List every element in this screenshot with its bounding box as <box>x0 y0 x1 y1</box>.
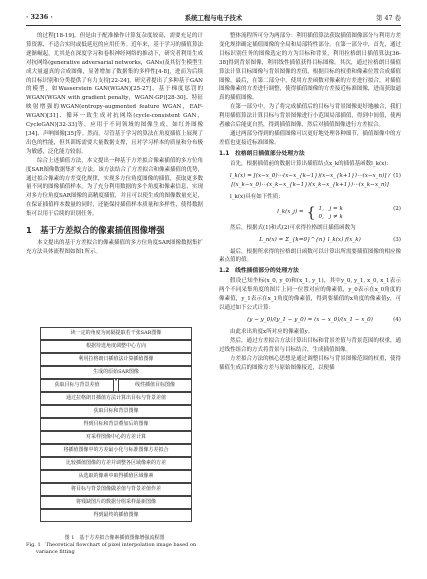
subsection-heading: 1.1 拉格朗日插值部分处理方法 <box>219 150 305 157</box>
equation-number: (2) <box>393 205 401 212</box>
flowchart-step: 将目标与背景图像做差值与背景差值作差 <box>40 483 192 496</box>
volume-label: 第 47 卷 <box>376 14 401 22</box>
flowchart-step: 线性插值目标图像 <box>118 379 192 392</box>
paragraph: l_k(x)具有如下性质： <box>230 193 284 200</box>
equation-number: (1) <box>393 172 401 179</box>
paragraph: 整体流程所可分为两部分：利用插值算法获取插值图像部分与利用方差变化规律确定插值图像的全局和局部特性部分。在第一部分中，首先，通过目标识别任务的图像选定的方为目标和背景，利用拉格朗日插值算法[36-38]得到背景图像，利用线性插值获得目标图像。其次，通过拉格朗日插值算法计算目标图像与背景图像的差值，根据目标的权重和像素位置合成插值图像。最后，在第二部分中，使用方差函数对像素的方差进行拟合，对插值图像像素的方差进行调整，使得插值图像的方差接近标准图像，进而获取逼真的插值图像。 <box>219 33 401 102</box>
journal-title: 系统工程与电子技术 <box>184 14 243 22</box>
equation-number: (3) <box>393 236 401 243</box>
paragraph: 然后，通过方差拟合方法计算出目标和背景差值与背景范围的权重，通过线性组合的方式将背景与目标结合，生成插值图像。 <box>219 337 401 353</box>
equation-2 <box>219 205 401 221</box>
flowchart-step: 读一定的角度为间隔提取若干张SAR图像 <box>40 327 192 340</box>
paragraph: 通过两部分得到的插值图像可以更好地处理各种细节，插值图像中的方差值也更接近标准图像。 <box>219 130 401 146</box>
left-column <box>26 32 203 257</box>
flowchart-figure <box>26 327 203 531</box>
paragraph: 方差拟合方法的核心思想是通过调整目标与背景图像范围的权重，使得插值生成后的图像方差与原始图像接近，以便插 <box>219 355 401 371</box>
paragraph: 首先，根据插值前的数据计算出插值结点x_k的插值基函数l_k(x)： <box>230 160 392 167</box>
paragraph: 然后，根据式(1)和式(2)可求得拉格朗日插值函数为 <box>230 224 356 231</box>
flowchart-step: 将插值图像中的方差最小化与标准图像方差拟合 <box>40 444 192 457</box>
brace-glyph: { <box>306 204 316 221</box>
section-heading: 1 基于方差拟合的像素插值图像增强 <box>26 225 165 236</box>
paragraph: 本文提出的基于方差拟合的像素插值的多方位角度SAR图像数据集扩充方法具体流程图如图1所示。 <box>26 240 203 255</box>
flowchart-step: 比较插值图像的方差并调整各区域像素的方差 <box>40 457 192 470</box>
equation-4 <box>219 316 401 325</box>
figure-caption-cn: 图 1 基于方差拟合像素插值图像增强流程图 <box>64 535 165 541</box>
equation-body: (y − y_0)/(y_1 − y_0) = (x − x_0)/(x_1 − x_0) <box>247 316 373 323</box>
flowchart-step: 通过拉格朗日插值方法计算出目标与背景差值 <box>40 392 192 405</box>
paragraph: 最后，根据所求得的拉格朗日函数可以计算出所需要插值图像的相应像素点值的值。 <box>219 248 401 264</box>
flowchart-step: 利用拉格朗日插值法计算插值图像 <box>40 353 192 366</box>
equation-1 <box>219 172 401 190</box>
paragraph: 在第一部分中，为了将完成插值后的目标与背景图像更好地融合，我们利用插值算法计算目标与背景图像进行小范围局部插值，得到中间值，使两者融合后能更自然，得到插值图像，然后对插值图像进行方差拟合。 <box>219 104 401 129</box>
paragraph: 综合上述插值方法，本文提出一种基于方差拟合像素插值的多方位角度SAR图像数据集扩充方法。该方法结合了方差拟合和像素插值的优势，通过拟合像素的方差变化规律，实现多方位角度图像的插值，获取更多数量不同的图像插值样本。为了充分利用数据的多个角度和像素信息，实现对多方位角度SAR图像的高精度插值，并且可以使生成的图像数量充足，在保证插值样本数量的同时，还能保持插值样本质量和多样性，使得数据集可以用于后续的识别任务。 <box>26 157 203 218</box>
equation-number: (4) <box>393 316 401 323</box>
equation-body: l_k(x) = [(x−x_0)⋯(x−x_{k−1})(x−x_{k+1})⋯(x−x_n)] / [(x_k−x_0)⋯(x_k−x_{k−1})(x_k−x_{k+1})⋯(x_k−x_n)] <box>229 172 391 188</box>
flowchart-step: 获取目标与背景差值 <box>40 379 114 392</box>
right-column <box>219 32 401 372</box>
figure-caption-en: Fig. 1 Theoretical flowchart of pixel interpolation image based on variance fitting <box>26 542 197 555</box>
equation-body: L_n(x) = Σ_{k=0}^{n} l_k(x) f(x_k) <box>259 236 361 243</box>
flowchart-step: 得到最终的插值图像 <box>40 509 192 522</box>
flowchart-step: 将残缺图片的数据分组采样最新图像 <box>40 496 192 509</box>
page-number: · 3236 · <box>26 13 53 21</box>
flowchart-step: 根据待选角度调整中心方向 <box>40 340 192 353</box>
flowchart-step: 生成的原始SAR图像 <box>40 366 192 379</box>
flowchart-step: 获取目标和背景图像 <box>40 405 192 418</box>
flowchart-arrow <box>115 378 116 380</box>
figure-caption <box>26 535 203 556</box>
paragraph: 假设已知坐标(x_0, y_0)和(x_1, y_1)，其中y_0, y_1, x_0, x_1表示两个不同采集角度的图片上同一位置对应的像素值，y_0表示在x_0角度的像素值，y_1表示在x_1角度的像素值，得到要插值的x角度的像素值y，可以通过如下公式计算： <box>219 278 401 312</box>
running-header <box>26 13 401 25</box>
paragraph: 由此求出角度x所对应的像素值y。 <box>230 328 314 335</box>
flowchart-step: 对采样图像中心的方差计算 <box>40 431 192 444</box>
paragraph: 的过程[18-19]，但是由于配准操作计算复杂度较高，需要充足的计算资源，不适合实时或低延迟的应用任务。近年来，基于学习的插值算法逐渐崛起，尤其是在深度学习和卷积神经网络的推动下，研究者利用生成对抗网络(generative adversarial networks，GANs)及其衍生模型生成大量逼真的合成图像，显著增加了数据集的多样性[4-8]，进而为后续的目标识别和分类提供了有力支持[22-24]。研究者提出了多种基于GAN的模型，如Wasserstein GAN(WGAN)[25-27]、基于梯度惩罚的WGAN(WGAN with gradient penalty，WGAN-GP)[28-30]、特征映射增强的WGAN(entropy-augmented feature WGAN，EAF-WGAN)[31]、循环一致生成对抗网络(cycle-consistent GAN，CycleGAN)[32-33]等，应用于不同领域的图像生成，如红外图像[34]、声呐图像[35]等。然而，尽管基于学习的算法在角度插值上展现了出色的性能，但其训练需要大量数据支撑，且对学习样本的质量和分布极为敏感，泛化能力较弱。 <box>26 33 203 155</box>
flowchart-step: 从选取的像素中取得插值区域像素 <box>40 470 192 483</box>
equation-lhs: l_k(x_j) = <box>277 209 304 216</box>
flowchart-step: 得到目标和背景叠加后的图像 <box>40 418 192 431</box>
equation-3 <box>219 236 401 245</box>
equation-case: 0, j ≠ k <box>318 213 343 220</box>
header-rule <box>26 25 401 26</box>
subsection-heading: 1.2 线性插值部分的处理方法 <box>219 268 299 275</box>
equation-case: 1, j = k <box>318 205 343 212</box>
